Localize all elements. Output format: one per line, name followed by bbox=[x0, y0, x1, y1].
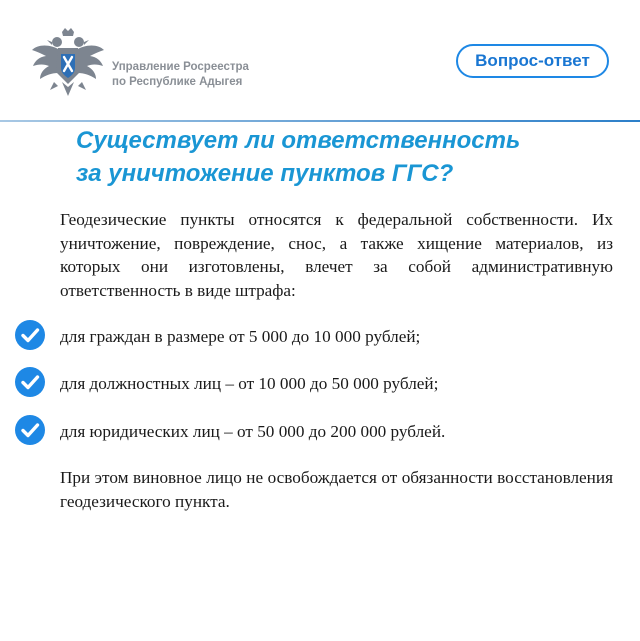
list-item-text: для юридических лиц – от 50 000 до 200 000 рублей. bbox=[60, 422, 446, 441]
qa-badge: Вопрос-ответ bbox=[456, 44, 609, 78]
check-circle-icon bbox=[14, 319, 46, 351]
organization-name-line2: по Республике Адыгея bbox=[112, 76, 243, 88]
check-circle-icon bbox=[14, 366, 46, 398]
header bbox=[0, 0, 640, 122]
list-item bbox=[14, 414, 614, 448]
page-title-line1: Существует ли ответственность bbox=[76, 127, 521, 154]
header-divider bbox=[0, 120, 640, 122]
page-title bbox=[76, 124, 616, 190]
list-item-text: для должностных лиц – от 10 000 до 50 000 рублей; bbox=[60, 374, 439, 393]
double-headed-eagle-icon bbox=[28, 26, 108, 106]
outro-paragraph: При этом виновное лицо не освобождается от обязанности восстановления геодезического пункта. bbox=[60, 468, 613, 511]
check-circle-icon bbox=[14, 414, 46, 446]
page-title-line2: за уничтожение пунктов ГГС? bbox=[76, 160, 454, 187]
list-item bbox=[14, 319, 614, 353]
list-item-text: для граждан в размере от 5 000 до 10 000 рублей; bbox=[60, 327, 421, 346]
organization-name bbox=[112, 60, 249, 90]
intro-paragraph: Геодезические пункты относятся к федеральной собственности. Их уничтожение, повреждение, снос, а также хищение материалов, из которых они изготовлены, влечет за собой административную ответственность в виде штрафа: bbox=[60, 210, 613, 300]
organization-name-line1: Управление Росреестра bbox=[112, 61, 249, 73]
list-item bbox=[14, 366, 614, 400]
